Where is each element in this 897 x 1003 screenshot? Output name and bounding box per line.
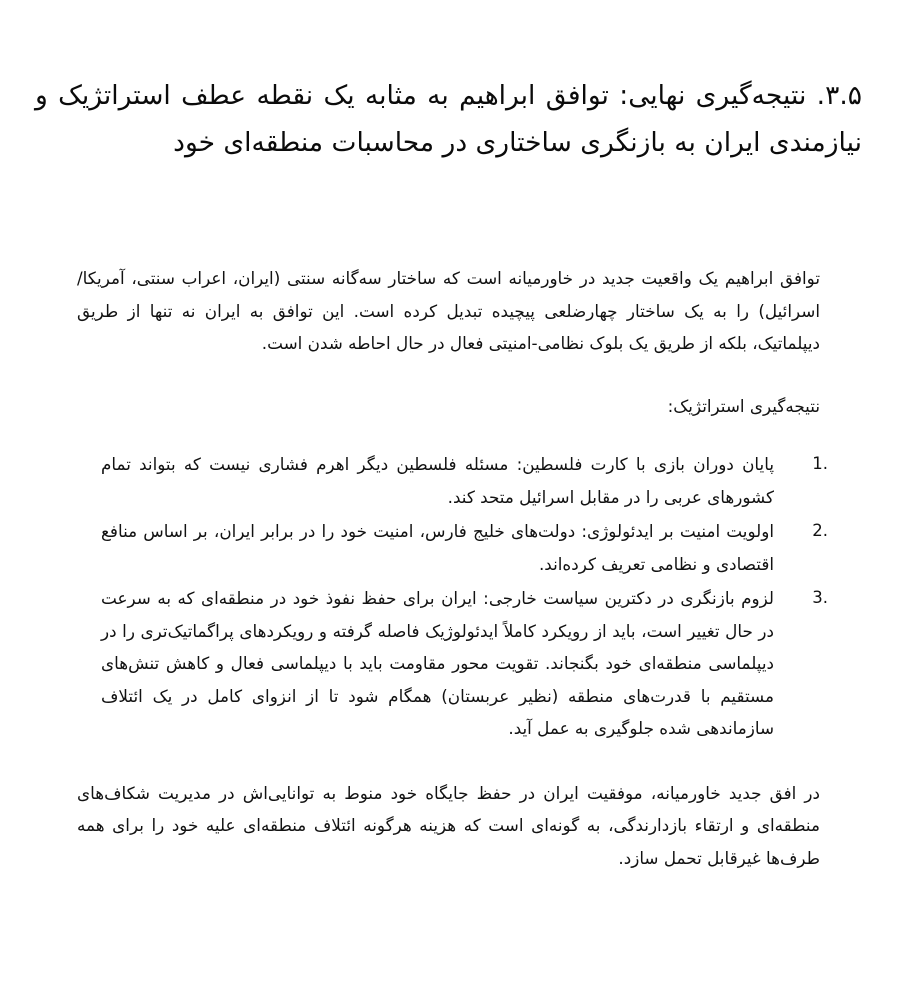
list-lead-in: نتیجه‌گیری استراتژیک: bbox=[667, 395, 820, 416]
list-item: پایان دوران بازی با کارت فلسطین: مسئله فلسطین دیگر اهرم فشاری نیست که بتواند تمام کشورهای عربی را در مقابل اسرائیل متحد کند. bbox=[101, 454, 774, 507]
list-item: لزوم بازنگری در دکترین سیاست خارجی: ایران برای حفظ نفوذ خود در منطقه‌ای که به سرعت در حال تغییر است، باید از رویکرد کاملاً ایدئولوژیک فاصله گرفته و رویکردهای پراگماتیک‌تری را در دیپلماسی منطقه‌ای خود بگنجاند. تقویت محور مقاومت باید با دیپلماسی فعال و کاهش تنش‌های مستقیم با قدرت‌های منطقه (نظیر عربستان) همگام شود تا از انزوای کامل در یک ائتلاف سازماندهی شده جلوگیری به عمل آید. bbox=[101, 588, 774, 738]
spacer bbox=[77, 747, 820, 777]
closing-paragraph: در افق جدید خاورمیانه، موفقیت ایران در حفظ جایگاه خود منوط به توانایی‌اش در مدیریت شکاف‌های منطقه‌ای و ارتقاء بازدارندگی، به گونه‌ای است که هزینه هرگونه ائتلاف منطقه‌ای علیه خود را برای همه طرف‌ها غیرقابل تحمل سازد. bbox=[77, 782, 820, 868]
list-item: اولویت امنیت بر ایدئولوژی: دولت‌های خلیج فارس، امنیت خود را در برابر ایران، بر اساس منافع اقتصادی و نظامی تعریف کرده‌اند. bbox=[101, 521, 774, 574]
page-title: ۳.۵. نتیجه‌گیری نهایی: توافق ابراهیم به مثابه یک نقطه عطف استراتژیک و نیازمندی ایران به بازنگری ساختاری در محاسبات منطقه‌ای خود bbox=[35, 80, 862, 158]
spacer bbox=[77, 422, 820, 448]
spacer bbox=[77, 360, 820, 390]
intro-paragraph: توافق ابراهیم یک واقعیت جدید در خاورمیانه است که ساختار سه‌گانه سنتی (ایران، اعراب سنتی، آمریکا/اسرائیل) را به یک ساختار چهارضلعی پیچیده تبدیل کرده است. این توافق به ایران نه تنها از طریق دیپلماتیک، بلکه از طریق یک بلوک نظامی-امنیتی فعال در حال احاطه شدن است. bbox=[77, 268, 820, 353]
document-body bbox=[77, 262, 820, 874]
strategic-conclusions-list bbox=[77, 448, 820, 745]
